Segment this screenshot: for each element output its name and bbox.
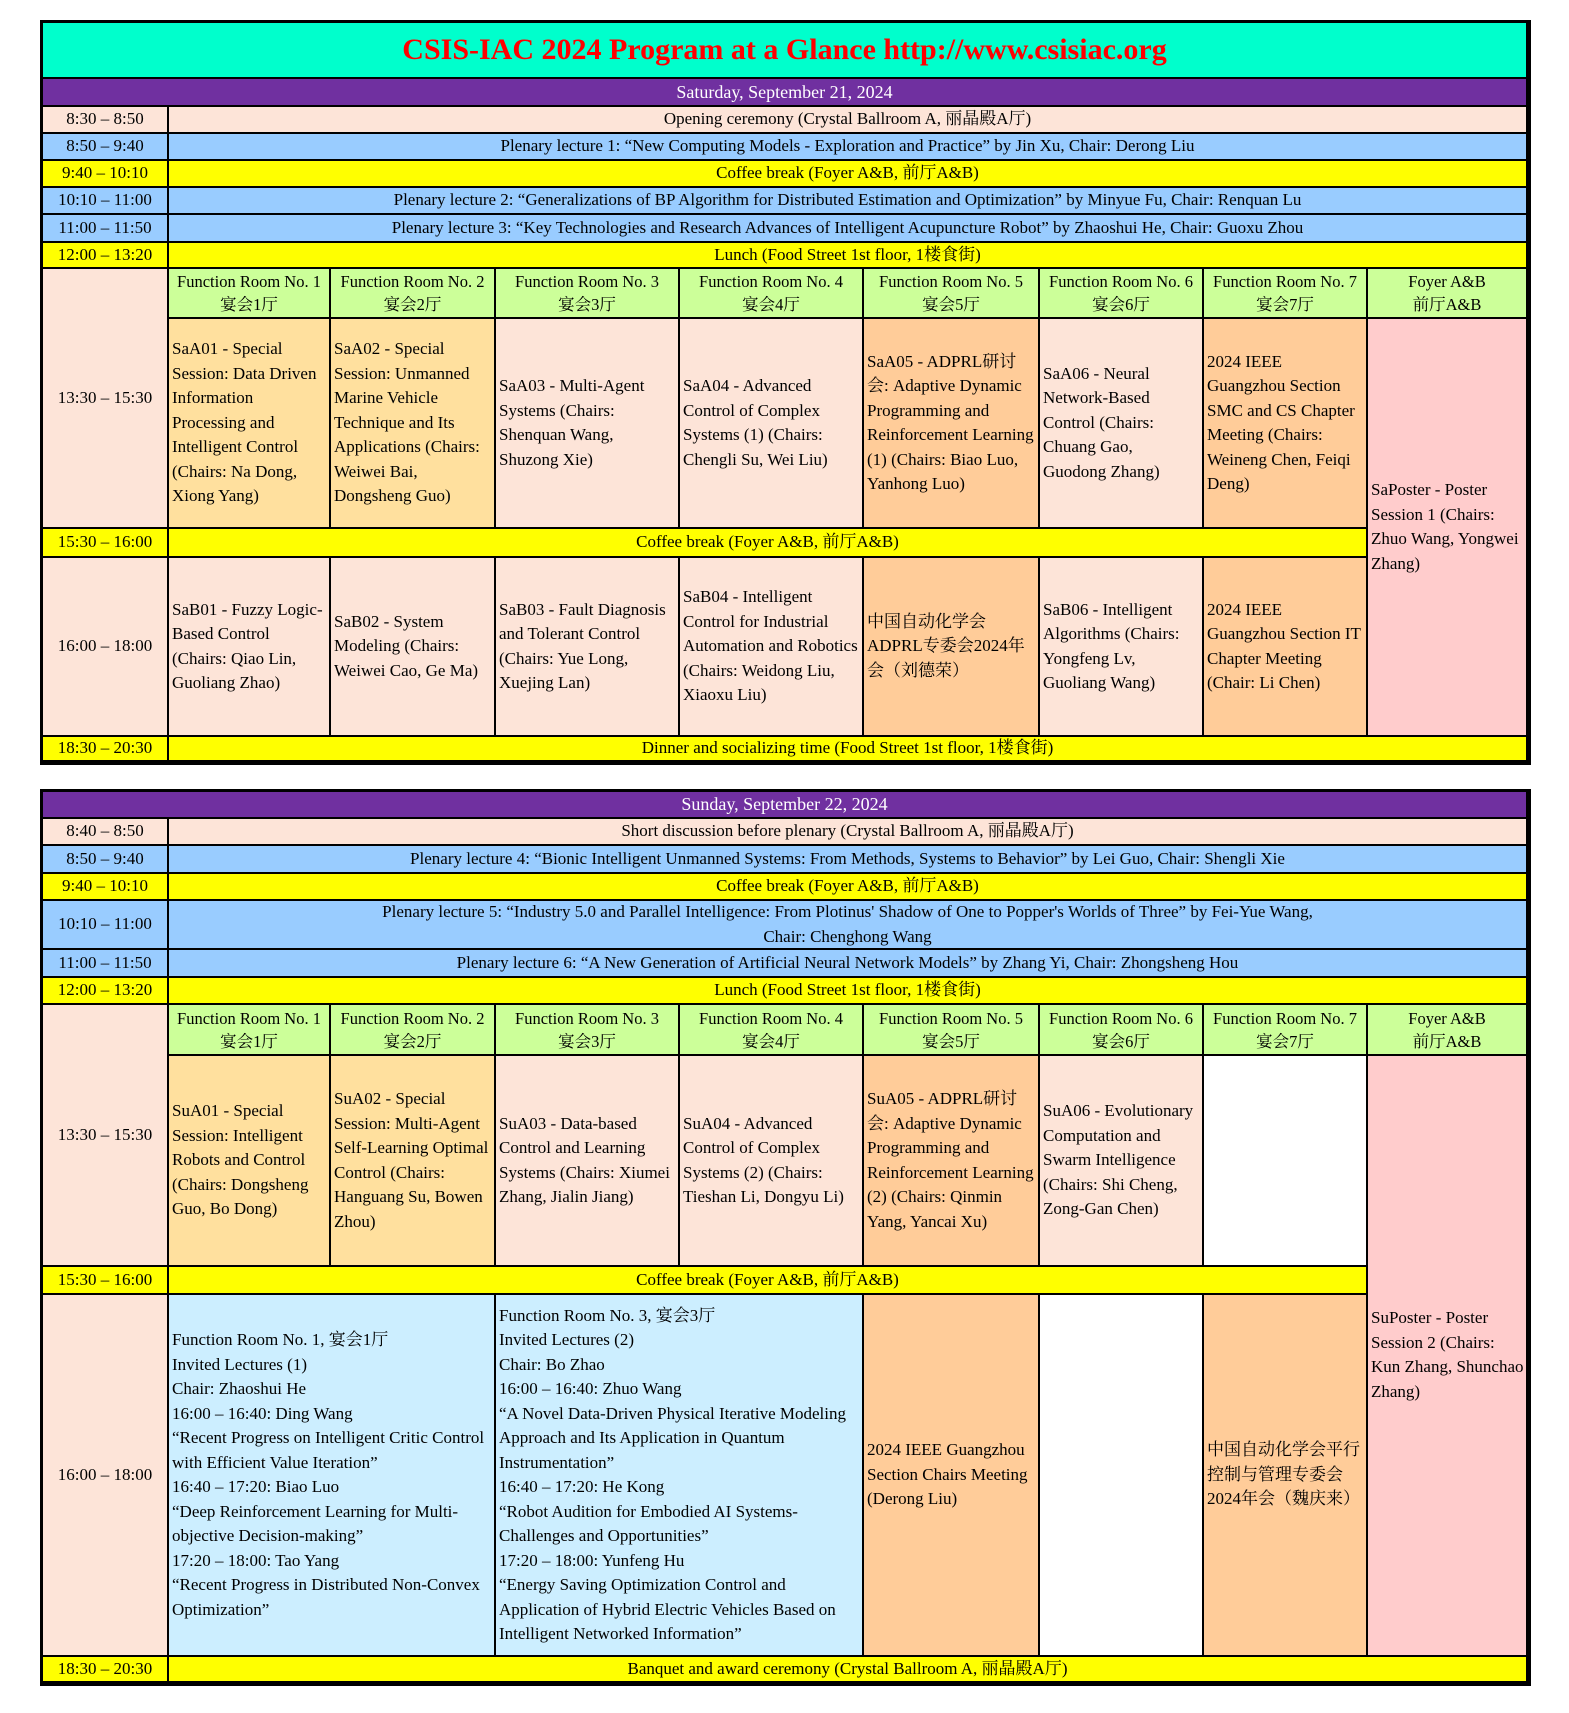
room-name-zh: 宴会7厅	[1256, 1031, 1314, 1051]
session-sua04: SuA04 - Advanced Control of Complex Systems (2) (Chairs: Tieshan Li, Dongyu Li)	[680, 1056, 864, 1267]
session-saa01: SaA01 - Special Session: Data Driven Information Processing and Intelligent Control (Chairs: Na Dong, Xiong Yang)	[169, 319, 331, 529]
room-name: Function Room No. 5	[879, 1008, 1023, 1028]
time-cell: 9:40 – 10:10	[43, 874, 169, 901]
invited-room: Function Room No. 1, 宴会1厅	[172, 1330, 389, 1349]
room-name: Function Room No. 1	[177, 272, 321, 291]
session-saa05: SaA05 - ADPRL研讨会: Adaptive Dynamic Programming and Reinforcement Learning (1) (Chairs: Biao Luo, Yanhong Luo)	[864, 319, 1040, 529]
time-cell: 12:00 – 13:20	[43, 243, 169, 269]
room-name-zh: 宴会4厅	[742, 1031, 800, 1051]
adprl-annual-meeting: 中国自动化学会ADPRL专委会2024年会（刘德荣）	[864, 558, 1040, 737]
time-cell: 8:30 – 8:50	[43, 107, 169, 134]
lecture-title: “Recent Progress on Intelligent Critic Control with Efficient Value Iteration”	[172, 1428, 485, 1472]
lecture-time: 17:20 – 18:00: Tao Yang	[172, 1550, 340, 1570]
plenary-lecture-6: Plenary lecture 6: “A New Generation of Artificial Neural Network Models” by Zhang Yi, Chair: Zhongsheng Hou	[169, 950, 1528, 978]
room-header-3	[496, 1005, 680, 1056]
session-sab01: SaB01 - Fuzzy Logic-Based Control (Chairs: Qiao Lin, Guoliang Zhao)	[169, 558, 331, 737]
time-cell: 11:00 – 11:50	[43, 215, 169, 243]
coffee-break-row: Coffee break (Foyer A&B, 前厅A&B)	[169, 1267, 1368, 1295]
room-name-zh: 宴会3厅	[558, 295, 616, 314]
room-header-2	[331, 1005, 496, 1056]
lecture-time: 16:00 – 16:40: Ding Wang	[172, 1403, 353, 1423]
invited-lectures-2	[496, 1295, 864, 1657]
room-header-1	[169, 269, 331, 319]
coffee-break-row: Coffee break (Foyer A&B, 前厅A&B)	[169, 161, 1528, 188]
poster-session-1: SaPoster - Poster Session 1 (Chairs: Zhuo Wang, Yongwei Zhang)	[1368, 319, 1528, 737]
plenary-lecture-5-line2: Chair: Chenghong Wang	[763, 926, 932, 946]
chairs-meeting: 2024 IEEE Guangzhou Section Chairs Meeting (Derong Liu)	[864, 1295, 1040, 1657]
poster-session-2	[1368, 1056, 1528, 1657]
time-cell: 11:00 – 11:50	[43, 950, 169, 978]
coffee-break-row: Coffee break (Foyer A&B, 前厅A&B)	[169, 874, 1528, 901]
room-name-zh: 宴会7厅	[1256, 295, 1314, 314]
lecture-time: 16:40 – 17:20: He Kong	[499, 1477, 665, 1496]
time-cell: 15:30 – 16:00	[43, 1267, 169, 1295]
plenary-lecture-3: Plenary lecture 3: “Key Technologies and Research Advances of Intelligent Acupuncture Robot” by Zhaoshui He, Chair: Guoxu Zhou	[169, 215, 1528, 243]
room-name-zh: 前厅A&B	[1412, 1031, 1482, 1051]
lecture-time: 17:20 – 18:00: Yunfeng Hu	[499, 1550, 685, 1570]
session-sua05: SuA05 - ADPRL研讨会: Adaptive Dynamic Programming and Reinforcement Learning (2) (Chairs: Qinmin Yang, Yancai Xu)	[864, 1056, 1040, 1267]
coffee-break-row: Coffee break (Foyer A&B, 前厅A&B)	[169, 529, 1368, 558]
room-name: Function Room No. 4	[699, 272, 843, 291]
time-cell: 8:50 – 9:40	[43, 846, 169, 874]
room-name: Foyer A&B	[1408, 1008, 1486, 1028]
room-name: Foyer A&B	[1408, 272, 1486, 291]
saturday-date-banner	[43, 79, 1528, 107]
room-header-7	[1204, 269, 1368, 319]
room-name: Function Room No. 2	[340, 1008, 485, 1028]
date-text: Sunday, September 22, 2024	[681, 794, 888, 815]
empty-cell-room-6	[1040, 1295, 1204, 1657]
room-header-foyer	[1368, 269, 1528, 319]
invited-title: Invited Lectures (1)	[172, 1354, 307, 1374]
opening-ceremony-row: Opening ceremony (Crystal Ballroom A, 丽晶殿A厅)	[169, 107, 1528, 134]
room-header-2	[331, 269, 496, 319]
plenary-lecture-1: Plenary lecture 1: “New Computing Models - Exploration and Practice” by Jin Xu, Chair: Derong Liu	[169, 134, 1528, 161]
room-name: Function Room No. 3	[515, 1008, 659, 1028]
session-saa03: SaA03 - Multi-Agent Systems (Chairs: Shenquan Wang, Shuzong Xie)	[496, 319, 680, 529]
room-name-zh: 宴会2厅	[383, 295, 442, 314]
invited-lectures-1	[169, 1295, 496, 1657]
empty-cell-room-7	[1204, 1056, 1368, 1267]
room-name: Function Room No. 4	[699, 1008, 843, 1028]
lecture-title: “Energy Saving Optimization Control and Application of Hybrid Electric Vehicles Based on Intelligent Networked Information”	[499, 1575, 836, 1643]
time-cell: 8:50 – 9:40	[43, 134, 169, 161]
time-cell: 12:00 – 13:20	[43, 978, 169, 1005]
time-cell: 15:30 – 16:00	[43, 529, 169, 558]
room-header-6	[1040, 269, 1204, 319]
room-name-zh: 宴会1厅	[220, 295, 278, 314]
room-name: Function Room No. 2	[340, 272, 485, 291]
session-sua02: SuA02 - Special Session: Multi-Agent Self-Learning Optimal Control (Chairs: Hanguang Su, Bowen Zhou)	[331, 1056, 496, 1267]
room-name-zh: 前厅A&B	[1412, 295, 1482, 314]
room-name: Function Room No. 7	[1213, 1008, 1357, 1028]
invited-chair: Chair: Zhaoshui He	[172, 1379, 307, 1398]
lecture-title: “A Novel Data-Driven Physical Iterative Modeling Approach and Its Application in Quantum Instrumentation”	[499, 1403, 846, 1472]
saturday-table	[40, 20, 1531, 765]
session-sua01: SuA01 - Special Session: Intelligent Robots and Control (Chairs: Dongsheng Guo, Bo Dong)	[169, 1056, 331, 1267]
lunch-row: Lunch (Food Street 1st floor, 1楼食街)	[169, 243, 1528, 269]
session-sab04: SaB04 - Intelligent Control for Industrial Automation and Robotics (Chairs: Weidong Liu, Xiaoxu Liu)	[680, 558, 864, 737]
room-name-zh: 宴会5厅	[922, 295, 980, 314]
time-cell: 9:40 – 10:10	[43, 161, 169, 188]
lunch-row: Lunch (Food Street 1st floor, 1楼食街)	[169, 978, 1528, 1005]
session-saa04: SaA04 - Advanced Control of Complex Systems (1) (Chairs: Chengli Su, Wei Liu)	[680, 319, 864, 529]
session-saa02: SaA02 - Special Session: Unmanned Marine Vehicle Technique and Its Applications (Chairs: Weiwei Bai, Dongsheng Guo)	[331, 319, 496, 529]
title-text: CSIS-IAC 2024 Program at a Glance http://www.csisiac.org	[402, 32, 1167, 66]
room-name: Function Room No. 6	[1049, 1008, 1193, 1028]
room-name-zh: 宴会1厅	[220, 1031, 278, 1051]
banquet-row: Banquet and award ceremony (Crystal Ballroom A, 丽晶殿A厅)	[169, 1657, 1528, 1683]
lecture-time: 16:00 – 16:40: Zhuo Wang	[499, 1379, 682, 1398]
invited-title: Invited Lectures (2)	[499, 1330, 634, 1349]
time-cell: 18:30 – 20:30	[43, 1657, 169, 1683]
room-name-zh: 宴会5厅	[922, 1031, 980, 1051]
room-header-4	[680, 1005, 864, 1056]
room-header-foyer	[1368, 1005, 1528, 1056]
time-cell: 10:10 – 11:00	[43, 901, 169, 950]
chapter-meeting-smc-cs: 2024 IEEE Guangzhou Section SMC and CS Chapter Meeting (Chairs: Weineng Chen, Feiqi Deng)	[1204, 319, 1368, 529]
room-header-6	[1040, 1005, 1204, 1056]
lecture-time: 16:40 – 17:20: Biao Luo	[172, 1477, 340, 1496]
room-header-5	[864, 269, 1040, 319]
sunday-table	[40, 789, 1531, 1686]
room-header-3	[496, 269, 680, 319]
room-header-7	[1204, 1005, 1368, 1056]
room-name: Function Room No. 5	[879, 272, 1023, 291]
lecture-title: “Recent Progress in Distributed Non-Convex Optimization”	[172, 1575, 480, 1619]
lecture-title: “Robot Audition for Embodied AI Systems-Challenges and Opportunities”	[499, 1501, 798, 1545]
time-cell: 16:00 – 18:00	[43, 1295, 169, 1657]
sunday-date-banner	[43, 792, 1528, 819]
session-saa06: SaA06 - Neural Network-Based Control (Chairs: Chuang Gao, Guodong Zhang)	[1040, 319, 1204, 529]
plenary-lecture-2: Plenary lecture 2: “Generalizations of BP Algorithm for Distributed Estimation and Optimization” by Minyue Fu, Chair: Renquan Lu	[169, 188, 1528, 215]
room-header-1	[169, 1005, 331, 1056]
room-name-zh: 宴会2厅	[383, 1031, 442, 1051]
room-name: Function Room No. 7	[1213, 272, 1357, 291]
short-discussion-row: Short discussion before plenary (Crystal Ballroom A, 丽晶殿A厅)	[169, 819, 1528, 846]
room-name-zh: 宴会6厅	[1092, 295, 1150, 314]
session-sab02: SaB02 - System Modeling (Chairs: Weiwei Cao, Ge Ma)	[331, 558, 496, 737]
time-cell: 16:00 – 18:00	[43, 558, 169, 737]
parallel-control-annual-meeting: 中国自动化学会平行控制与管理专委会2024年会（魏庆来）	[1204, 1295, 1368, 1657]
room-name-zh: 宴会6厅	[1092, 1031, 1150, 1051]
time-cell: 13:30 – 15:30	[43, 269, 169, 529]
room-header-4	[680, 269, 864, 319]
time-cell: 18:30 – 20:30	[43, 737, 169, 762]
room-header-5	[864, 1005, 1040, 1056]
date-text: Saturday, September 21, 2024	[676, 81, 893, 102]
poster-session-2-text: SuPoster - Poster Session 2 (Chairs: Kun Zhang, Shunchao Zhang)	[1371, 1308, 1524, 1401]
lecture-title: “Deep Reinforcement Learning for Multi-objective Decision-making”	[172, 1501, 459, 1545]
session-sua03: SuA03 - Data-based Control and Learning Systems (Chairs: Xiumei Zhang, Jialin Jiang)	[496, 1056, 680, 1267]
time-cell: 8:40 – 8:50	[43, 819, 169, 846]
session-sua06: SuA06 - Evolutionary Computation and Swarm Intelligence (Chairs: Shi Cheng, Zong-Gan Chen)	[1040, 1056, 1204, 1267]
plenary-lecture-5-line1: Plenary lecture 5: “Industry 5.0 and Parallel Intelligence: From Plotinus' Shadow of One to Popper's Worlds of Three” by Fei-Yue Wang,	[382, 902, 1313, 921]
session-sab03: SaB03 - Fault Diagnosis and Tolerant Control (Chairs: Yue Long, Xuejing Lan)	[496, 558, 680, 737]
room-name-zh: 宴会3厅	[558, 1031, 616, 1051]
time-cell: 13:30 – 15:30	[43, 1005, 169, 1267]
room-name: Function Room No. 3	[515, 272, 659, 291]
plenary-lecture-4: Plenary lecture 4: “Bionic Intelligent Unmanned Systems: From Methods, Systems to Behavior” by Lei Guo, Chair: Shengli Xie	[169, 846, 1528, 874]
chapter-meeting-it: 2024 IEEE Guangzhou Section IT Chapter Meeting (Chair: Li Chen)	[1204, 558, 1368, 737]
plenary-lecture-5	[169, 901, 1528, 950]
invited-chair: Chair: Bo Zhao	[499, 1354, 605, 1374]
invited-room: Function Room No. 3, 宴会3厅	[499, 1305, 716, 1325]
dinner-row: Dinner and socializing time (Food Street 1st floor, 1楼食街)	[169, 737, 1528, 762]
room-name: Function Room No. 1	[177, 1008, 321, 1028]
page-title	[43, 23, 1528, 79]
session-sab06: SaB06 - Intelligent Algorithms (Chairs: Yongfeng Lv, Guoliang Wang)	[1040, 558, 1204, 737]
time-cell: 10:10 – 11:00	[43, 188, 169, 215]
room-name: Function Room No. 6	[1049, 272, 1193, 291]
room-name-zh: 宴会4厅	[742, 295, 800, 314]
